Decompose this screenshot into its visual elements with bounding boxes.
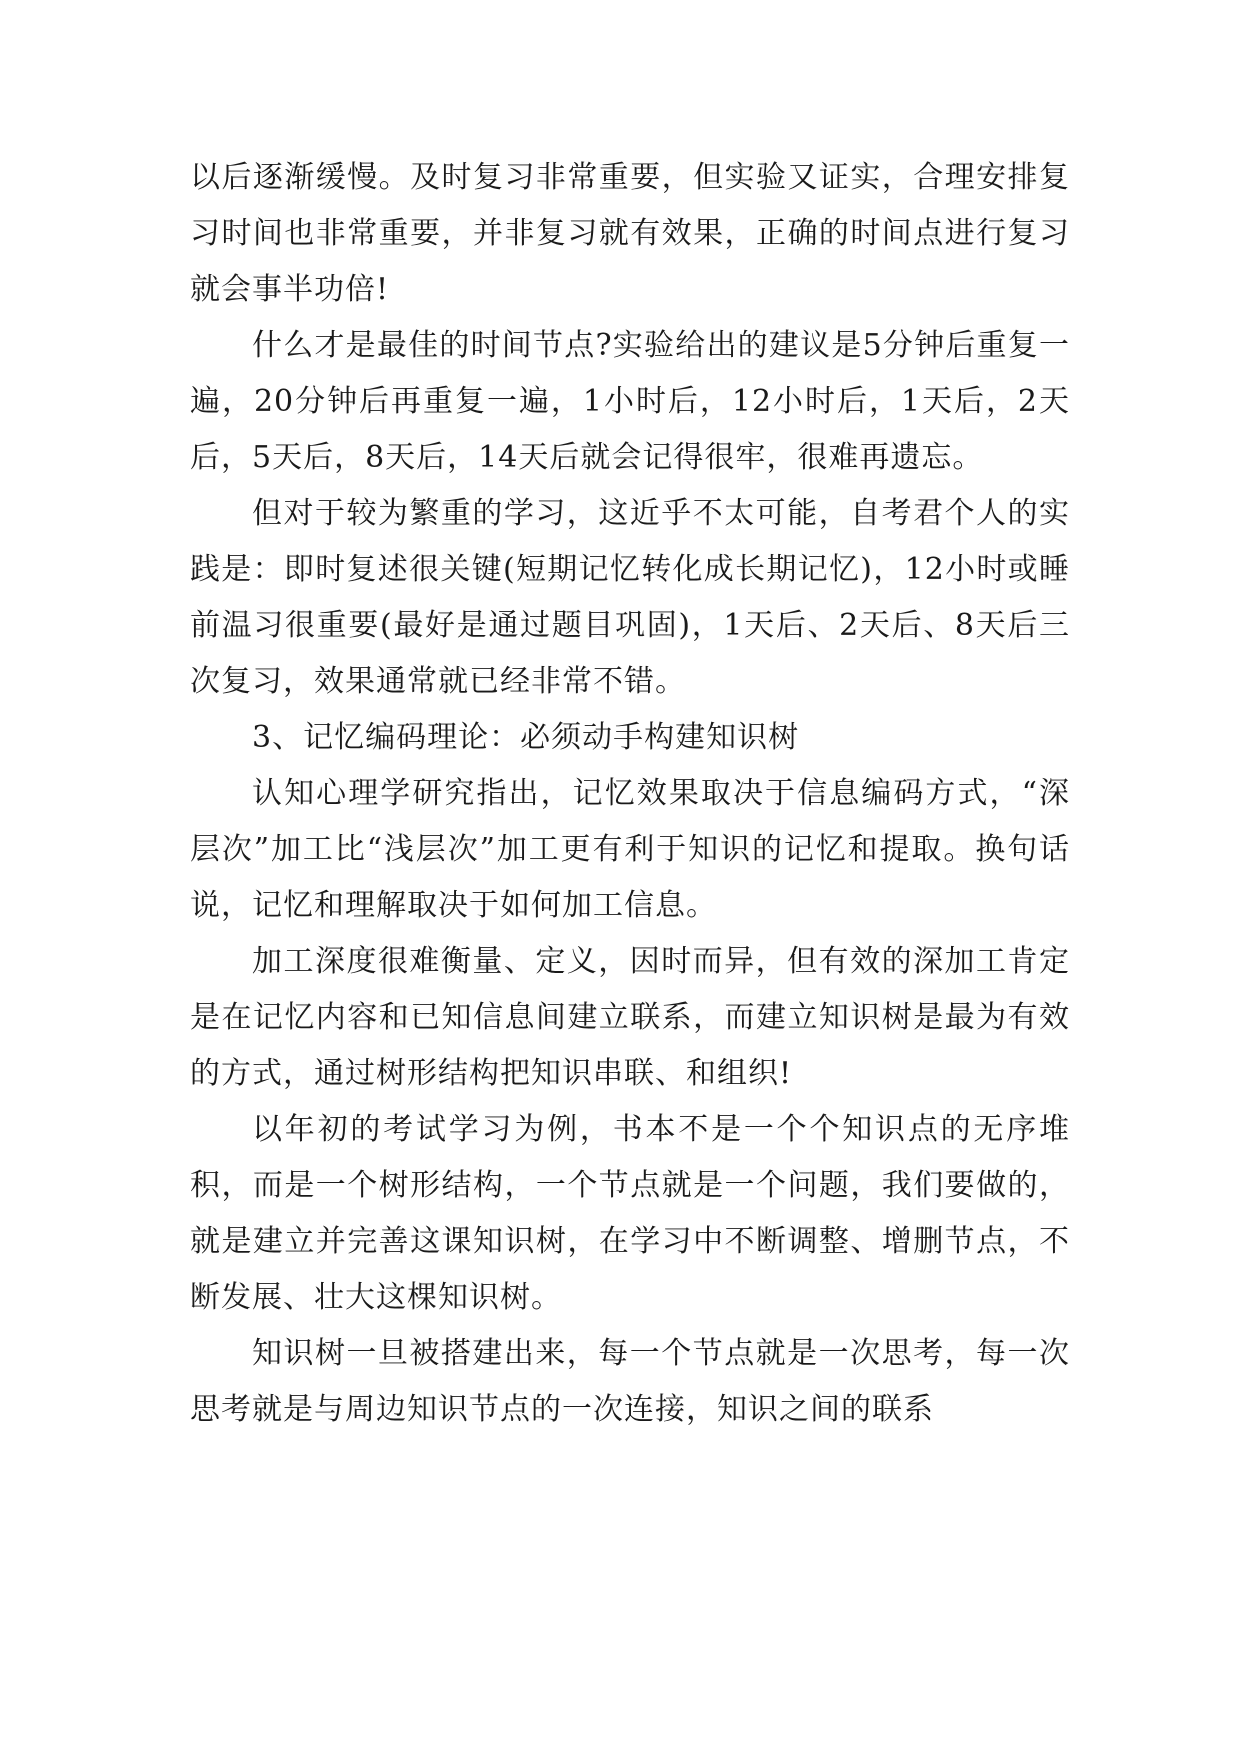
section-heading-memory-encoding: 3、记忆编码理论：必须动手构建知识树: [252, 720, 800, 755]
paragraph-processing-depth: 加工深度很难衡量、定义，因时而异，但有效的深加工肯定是在记忆内容和已知信息间建立联系，而建立知识树是最为有效的方式，通过树形结构把知识串联、和组织!: [190, 944, 1070, 1091]
paragraph-practice: 但对于较为繁重的学习，这近乎不太可能，自考君个人的实践是：即时复述很关键(短期记忆转化成长期记忆)，12小时或睡前温习很重要(最好是通过题目巩固)，1天后、2天后、8天后三次复习，效果通常就已经非常不错。: [190, 496, 1070, 699]
paragraph-cognitive-psychology: 认知心理学研究指出，记忆效果取决于信息编码方式，“深层次”加工比“浅层次”加工更有利于知识的记忆和提取。换句话说，记忆和理解取决于如何加工信息。: [190, 776, 1070, 923]
paragraph-best-time-nodes: 什么才是最佳的时间节点?实验给出的建议是5分钟后重复一遍，20分钟后再重复一遍，1小时后，12小时后，1天后，2天后，5天后，8天后，14天后就会记得很牢，很难再遗忘。: [190, 328, 1070, 475]
paragraph-continuation: 以后逐渐缓慢。及时复习非常重要，但实验又证实，合理安排复习时间也非常重要，并非复习就有效果，正确的时间点进行复习就会事半功倍!: [190, 160, 1070, 307]
paragraph-knowledge-tree: 知识树一旦被搭建出来，每一个节点就是一次思考，每一次思考就是与周边知识节点的一次连接，知识之间的联系: [190, 1336, 1070, 1427]
document-body: [190, 150, 1070, 1438]
paragraph-exam-example: 以年初的考试学习为例，书本不是一个个知识点的无序堆积，而是一个树形结构，一个节点就是一个问题，我们要做的，就是建立并完善这课知识树，在学习中不断调整、增删节点，不断发展、壮大这棵知识树。: [190, 1112, 1070, 1315]
